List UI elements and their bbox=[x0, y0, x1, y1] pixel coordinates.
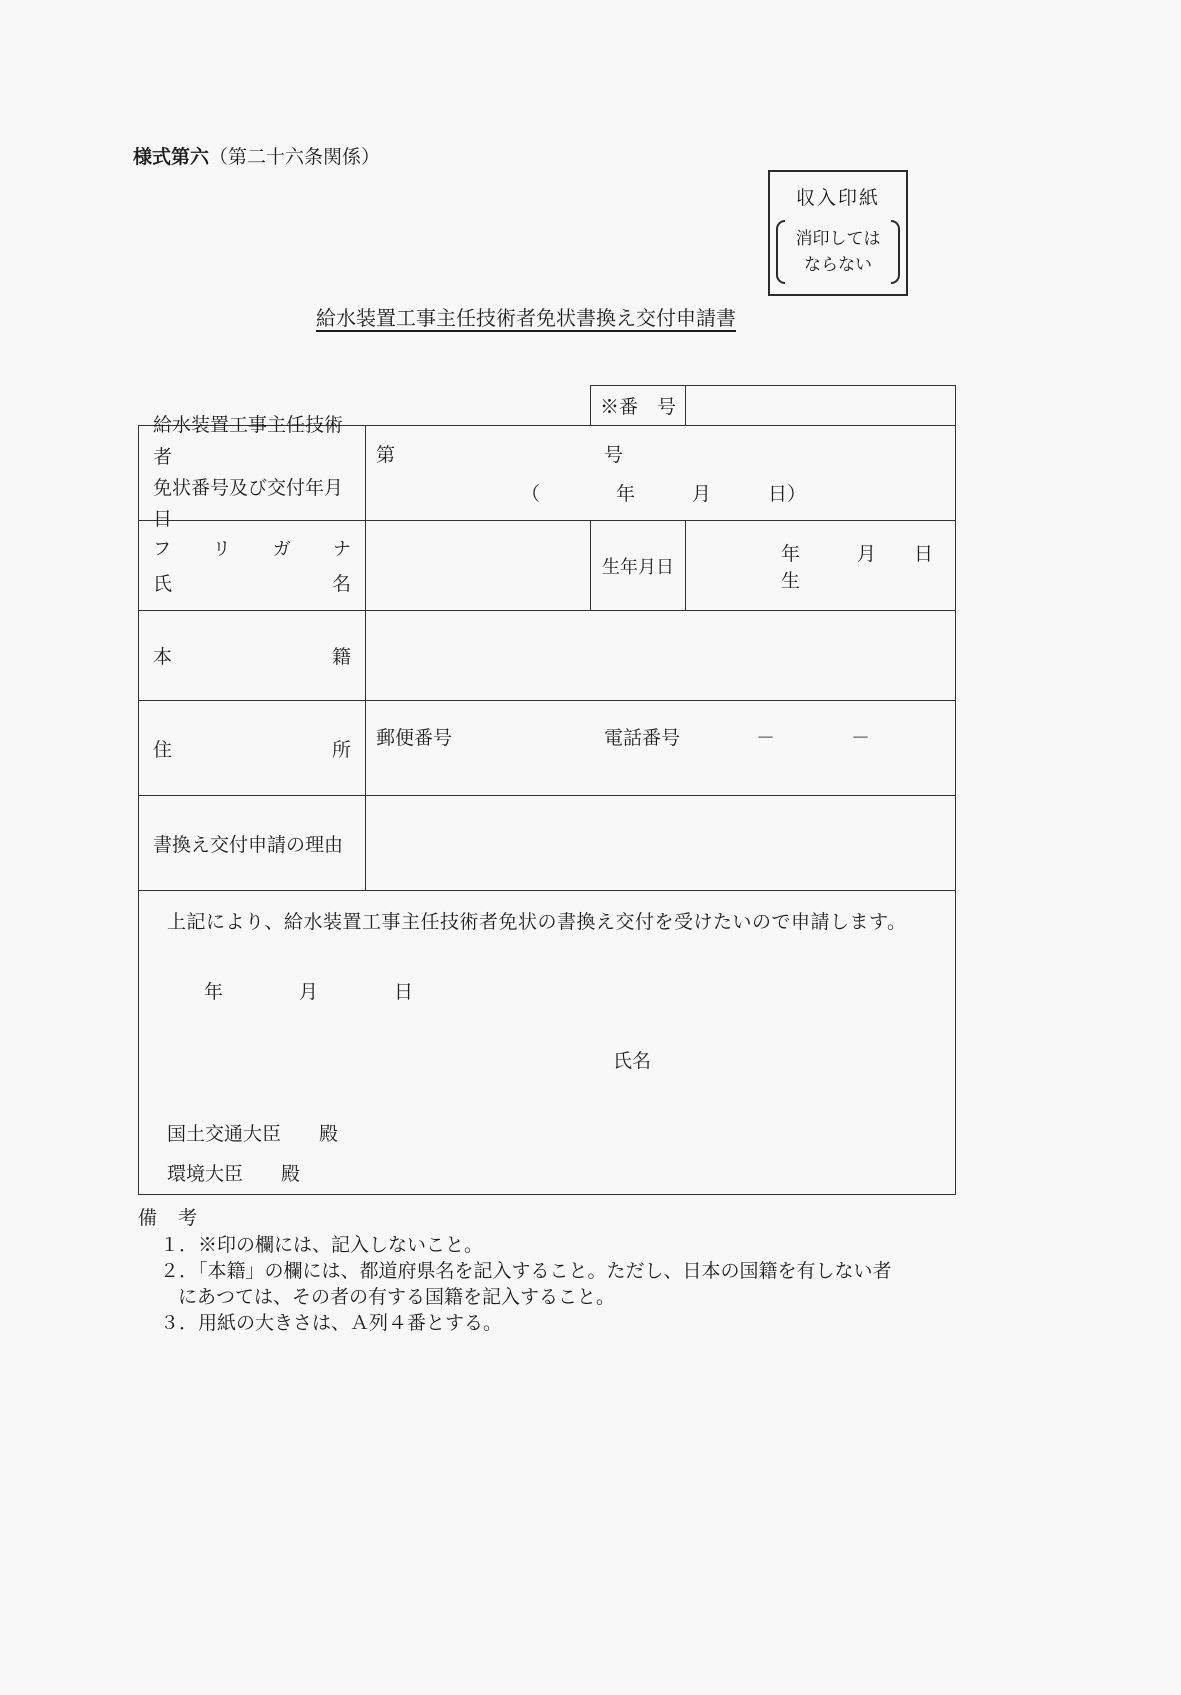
furigana-label: フリガナ bbox=[153, 539, 351, 559]
birthdate-label: 生年月日 bbox=[591, 521, 686, 610]
reason-value-cell bbox=[366, 796, 955, 890]
addressee-environment-minister: 環境大臣 殿 bbox=[167, 1164, 301, 1185]
reason-row bbox=[139, 795, 955, 890]
reason-label: 書換え交付申請の理由 bbox=[153, 834, 344, 856]
stamp-note-line2: ならない bbox=[804, 255, 872, 274]
registered-domicile-row bbox=[139, 610, 955, 700]
license-number-line: 第 号 bbox=[376, 445, 624, 466]
addressee-mlit-minister: 国土交通大臣 殿 bbox=[167, 1124, 339, 1145]
revenue-stamp-label: 収入印紙 bbox=[795, 188, 880, 209]
remark-item-2: ２．「本籍」の欄には、都道府県名を記入すること。ただし、日本の国籍を有しない者 bbox=[160, 1261, 892, 1282]
form-code bbox=[133, 142, 380, 169]
remark-item-1: １．※印の欄には、記入しないこと。 bbox=[160, 1235, 484, 1256]
statement-row bbox=[139, 890, 955, 1194]
address-label-cell bbox=[139, 701, 366, 795]
domicile-label-cell bbox=[139, 611, 366, 700]
application-number-value-cell bbox=[686, 386, 955, 425]
application-number-row bbox=[590, 385, 956, 426]
document-title: 給水装置工事主任技術者免状書換え交付申請書 bbox=[316, 308, 736, 330]
application-form-table bbox=[138, 415, 956, 1195]
statement-date-line: 年 月 日 bbox=[204, 982, 414, 1003]
revenue-stamp-box bbox=[768, 170, 908, 296]
address-label: 住所 bbox=[153, 739, 351, 761]
license-number-label bbox=[139, 415, 366, 531]
license-number-value-cell bbox=[366, 426, 955, 520]
form-code-article: （第二十六条関係） bbox=[209, 147, 381, 168]
stamp-note-text bbox=[785, 220, 891, 284]
remark-item-2-continuation: にあつては、その者の有する国籍を記入すること。 bbox=[178, 1287, 616, 1308]
remarks-section bbox=[138, 1203, 968, 1337]
domicile-label: 本籍 bbox=[153, 647, 351, 668]
birthdate-value-cell: 年 月 日 生 bbox=[781, 543, 953, 592]
address-row bbox=[139, 700, 955, 795]
reason-label-cell bbox=[139, 796, 366, 890]
stamp-note-line1: 消印しては bbox=[795, 228, 881, 248]
license-label-line1: 給水装置工事主任技術者 bbox=[153, 415, 344, 468]
form-code-number: 様式第六 bbox=[133, 147, 210, 168]
right-bracket-icon bbox=[891, 220, 900, 284]
stamp-note bbox=[776, 220, 900, 284]
name-label-cell bbox=[139, 521, 366, 610]
statement-name-label: 氏名 bbox=[613, 1051, 652, 1072]
application-number-label: ※番 号 bbox=[591, 386, 686, 425]
license-date-line: （ 年 月 日） bbox=[521, 484, 807, 505]
domicile-value-cell bbox=[366, 611, 955, 700]
address-value-cell: 郵便番号 電話番号 － － bbox=[376, 728, 871, 749]
license-label-line2: 免状番号及び交付年月日 bbox=[153, 478, 344, 531]
remark-item-3: ３．用紙の大きさは、Ａ列４番とする。 bbox=[160, 1313, 503, 1334]
name-entry-cell bbox=[366, 521, 591, 610]
left-bracket-icon bbox=[776, 220, 785, 284]
statement-body: 上記により、給水装置工事主任技術者免状の書換え交付を受けたいので申請します。 bbox=[167, 912, 907, 933]
name-label: 氏名 bbox=[153, 574, 351, 595]
remarks-heading: 備 考 bbox=[138, 1208, 199, 1229]
license-number-row bbox=[139, 415, 955, 531]
name-row bbox=[139, 520, 955, 610]
statement-cell bbox=[139, 891, 955, 1194]
